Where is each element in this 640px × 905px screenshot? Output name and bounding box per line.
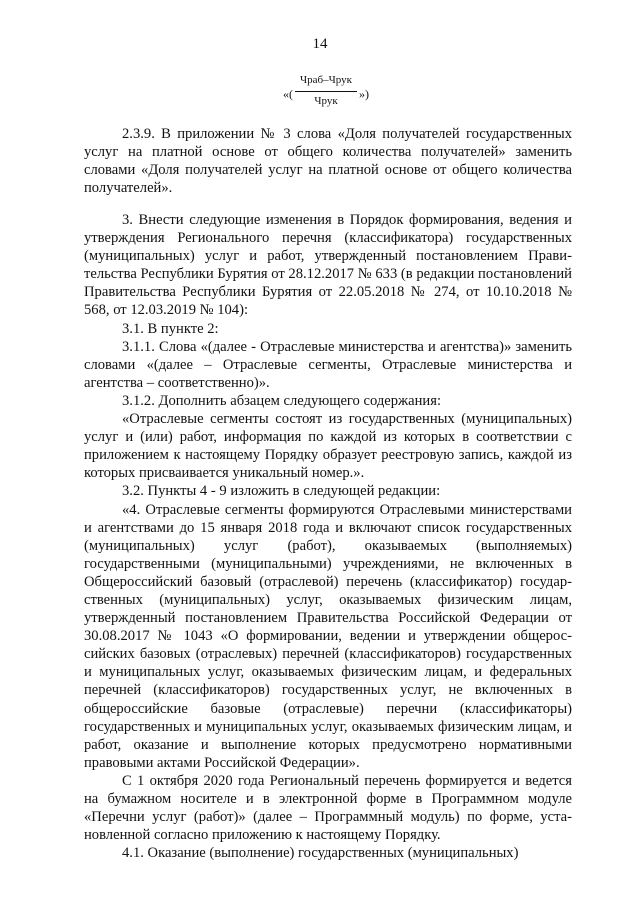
section-2-3-9: [84, 125, 572, 197]
paragraph: «4. Отраслевые сегменты формируются Отраслевыми министерствами и агентствами до 15 января 2018 года и включают список государственных (муниципальных) услуг (работ), оказываемых (выполняемых) государственными (муниципальными) учреждениями, не включенных в Общероссийский базовый (отраслевой) перечень (классификатор) государственных (муниципальных) услуг, оказываемых физическим лицам, утвержденный постановлением Правительства Российской Федерации от 30.08.2017 № 1043 «О формировании, ведении и утверждении общероссийских базовых (отраслевых) перечней (классификаторов) государственных и муниципальных услуг, оказываемых физическим лицам, и федеральных перечней (классификаторов) государственных услуг, не включенных в общероссийские базовые (отраслевые) перечни (классификаторы) государственных и муниципальных услуг, оказываемых физическим лицам, и работ, оказание и выполнение которых предусмотрено нормативными правовыми актами Российской Федерации».: [84, 501, 572, 771]
section-3: [84, 211, 572, 862]
paragraph: 3.1. В пункте 2:: [122, 320, 219, 337]
paragraph: 3. Внести следующие изменения в Порядок формирования, ведения и утверждения Регионального перечня (классификатора) государственных (муниципальных) услуг и работ, утвержденный постановлением Правительства Республики Бурятия от 28.12.2017 № 633 (в редакции постановлений Правительства Республики Бурятия от 22.05.2018 № 274, от 10.10.2018 № 568, от 12.03.2019 № 104):: [84, 212, 572, 319]
formula-denominator: Чрук: [314, 95, 338, 107]
paragraph: С 1 октября 2020 года Региональный перечень формируется и ведется на бумажном носителе и в электронной форме в Программном модуле «Перечни услуг (работ)» (далее – Программный модуль) по форме, установленной согласно приложению к настоящему Порядку.: [84, 772, 572, 844]
paragraph: 2.3.9. В приложении № 3 слова «Доля получателей государственных услуг на платной основе от общего количества получателей» заменить словами «Доля получателей услуг на платной основе от общего количества получателей».: [84, 126, 572, 197]
page-number: 14: [312, 36, 328, 52]
paragraph: 4.1. Оказание (выполнение) государственных (муниципальных): [122, 845, 519, 862]
formula-numerator: Чраб–Чрук: [300, 74, 352, 86]
paragraph: 3.1.2. Дополнить абзацем следующего содержания:: [122, 392, 442, 409]
formula-fraction-bar: [295, 91, 357, 92]
formula-close-quote: »): [359, 87, 369, 101]
formula-open-quote: «(: [283, 87, 293, 101]
paragraph: 3.1.1. Слова «(далее - Отраслевые министерства и агентства)» заменить словами «(далее – Отраслевые сегменты, Отраслевые министерства и агентства – соответственно)».: [84, 338, 572, 391]
paragraph: «Отраслевые сегменты состоят из государственных (муниципальных) услуг и (или) работ, информация по каждой из которых в соответствии с приложением к настоящему Порядку образует реестровую запись, каждой из которых присваивается уникальный номер.».: [84, 411, 572, 482]
formula: [283, 74, 369, 114]
paragraph: 3.2. Пункты 4 - 9 изложить в следующей редакции:: [122, 483, 441, 500]
